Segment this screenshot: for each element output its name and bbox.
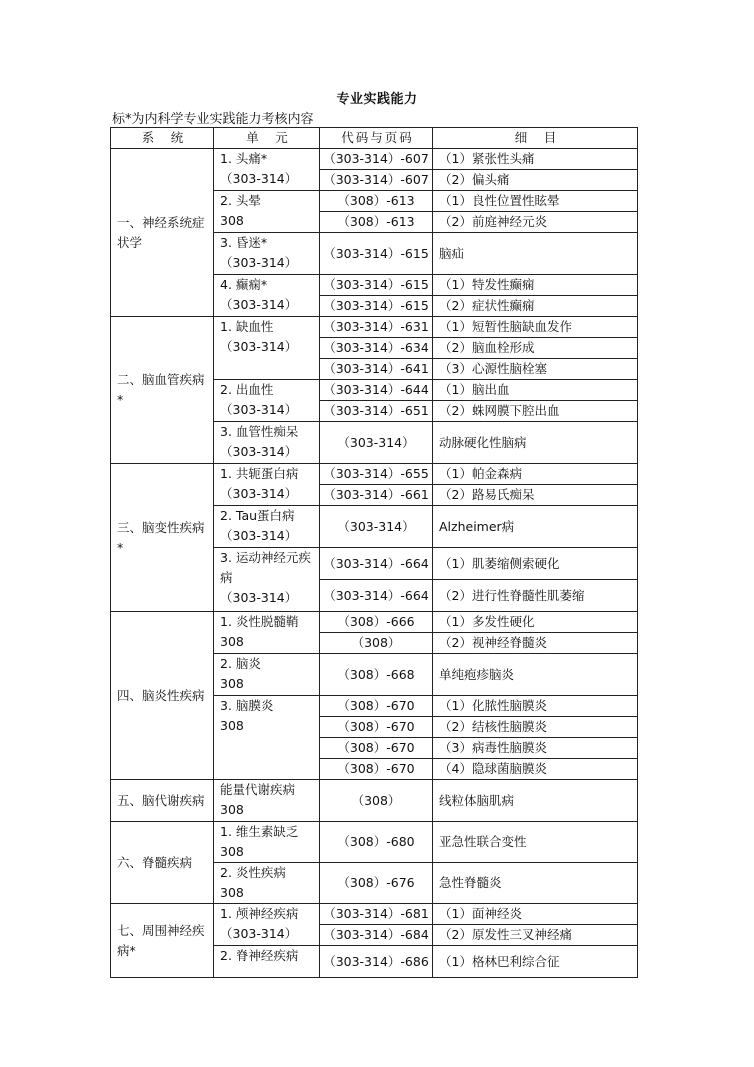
unit-reference: （303-314） (220, 339, 298, 354)
detail-cell: 单纯疱疹脑炎 (433, 654, 638, 696)
unit-name: 3. 昏迷* (220, 235, 268, 250)
detail-cell: （2）进行性脊髓性肌萎缩 (433, 580, 638, 612)
unit-name: 1. 炎性脱髓鞘 (220, 614, 299, 629)
unit-name: 3. 脑膜炎 (220, 698, 274, 713)
code-page-cell: （308）-680 (320, 822, 433, 863)
unit-name: 1. 头痛* (220, 151, 268, 166)
unit-name: 能量代谢疾病 (220, 782, 296, 797)
detail-cell: （2）蛛网膜下腔出血 (433, 401, 638, 422)
unit-name: 2. 脊神经疾病 (220, 948, 299, 963)
detail-cell: （3）心源性脑栓塞 (433, 359, 638, 380)
unit-cell (214, 654, 320, 696)
detail-cell: 亚急性联合变性 (433, 822, 638, 863)
code-page-cell: （308）-613 (320, 212, 433, 233)
unit-name: 1. 共轭蛋白病 (220, 466, 299, 481)
unit-reference: （303-314） (220, 402, 298, 417)
unit-cell (214, 612, 320, 654)
header-detail: 细 目 (433, 128, 638, 149)
code-page-cell: （303-314）-641 (320, 359, 433, 380)
code-page-cell: （308）-670 (320, 759, 433, 780)
unit-name: 2. 出血性 (220, 382, 274, 397)
unit-reference: （303-314） (220, 444, 298, 459)
unit-reference: （303-314） (220, 171, 298, 186)
system-cell: 五、脑代谢疾病 (111, 780, 214, 822)
code-page-cell: （303-314）-664 (320, 580, 433, 612)
code-page-cell: （303-314）-681 (320, 904, 433, 925)
unit-cell (214, 464, 320, 506)
unit-cell (214, 946, 320, 978)
table-body (111, 149, 638, 978)
code-page-cell: （308）-666 (320, 612, 433, 633)
unit-reference: （303-314） (220, 486, 298, 501)
code-page-cell: （303-314）-615 (320, 275, 433, 296)
unit-reference: 308 (220, 718, 244, 733)
detail-cell: （1）面神经炎 (433, 904, 638, 925)
code-page-cell: （303-314）-651 (320, 401, 433, 422)
unit-reference: 308 (220, 634, 244, 649)
code-page-cell: （303-314）-607 (320, 170, 433, 191)
unit-reference: 308 (220, 885, 244, 900)
unit-name: 4. 癫痫* (220, 277, 268, 292)
unit-cell (214, 696, 320, 780)
unit-cell (214, 233, 320, 275)
detail-cell: （1）化脓性脑膜炎 (433, 696, 638, 717)
system-cell: 二、脑血管疾病* (111, 317, 214, 464)
unit-reference: （303-314） (220, 255, 298, 270)
code-page-cell: （303-314）-655 (320, 464, 433, 485)
unit-name: 2. 炎性疾病 (220, 865, 286, 880)
table-header-row (111, 128, 638, 149)
table-row (111, 317, 638, 338)
detail-cell: （1）帕金森病 (433, 464, 638, 485)
unit-name: 2. Tau蛋白病 (220, 508, 295, 523)
code-page-cell: （308）-670 (320, 738, 433, 759)
detail-cell: （1）良性位置性眩晕 (433, 191, 638, 212)
code-page-cell: （308）-668 (320, 654, 433, 696)
code-page-cell: （308）-670 (320, 696, 433, 717)
detail-cell: （2）路易氏痴呆 (433, 485, 638, 506)
code-page-cell: （303-314） (320, 422, 433, 464)
code-page-cell: （303-314）-664 (320, 548, 433, 580)
system-cell: 四、脑炎性疾病 (111, 612, 214, 780)
code-page-cell: （303-314）-631 (320, 317, 433, 338)
detail-cell: Alzheimer病 (433, 506, 638, 548)
table-row (111, 612, 638, 633)
detail-cell: （1）多发性硬化 (433, 612, 638, 633)
detail-cell: （2）视神经脊髓炎 (433, 633, 638, 654)
code-page-cell: （303-314）-615 (320, 296, 433, 317)
detail-cell: （1）格林巴利综合征 (433, 946, 638, 978)
unit-cell (214, 863, 320, 904)
table-row (111, 780, 638, 822)
code-page-cell: （303-314）-607 (320, 149, 433, 170)
table-row (111, 822, 638, 863)
unit-cell (214, 506, 320, 548)
table-row (111, 464, 638, 485)
unit-reference: （303-314） (220, 590, 298, 605)
unit-name: 1. 维生素缺乏 (220, 824, 299, 839)
detail-cell: （4）隐球菌脑膜炎 (433, 759, 638, 780)
unit-cell (214, 191, 320, 233)
unit-reference: （303-314） (220, 926, 298, 941)
detail-cell: （2）结核性脑膜炎 (433, 717, 638, 738)
unit-cell (214, 780, 320, 822)
detail-cell: （3）病毒性脑膜炎 (433, 738, 638, 759)
system-cell: 三、脑变性疾病* (111, 464, 214, 612)
unit-reference: （303-314） (220, 297, 298, 312)
unit-reference: 308 (220, 844, 244, 859)
unit-cell (214, 275, 320, 317)
unit-name: 1. 缺血性 (220, 319, 274, 334)
unit-cell (214, 904, 320, 946)
unit-name: 2. 脑炎 (220, 656, 261, 671)
detail-cell: 线粒体脑肌病 (433, 780, 638, 822)
unit-name: 3. 运动神经元疾病 (220, 550, 311, 585)
page-title: 专业实践能力 (336, 92, 418, 107)
table-row (111, 149, 638, 170)
detail-cell: 动脉硬化性脑病 (433, 422, 638, 464)
unit-cell (214, 548, 320, 612)
detail-cell: （1）脑出血 (433, 380, 638, 401)
code-page-cell: （303-314）-634 (320, 338, 433, 359)
system-cell: 六、脊髓疾病 (111, 822, 214, 904)
unit-reference: 308 (220, 676, 244, 691)
header-system: 系 统 (111, 128, 214, 149)
code-page-cell: （308）-676 (320, 863, 433, 904)
table-note: 标*为内科学专业实践能力考核内容 (112, 112, 314, 127)
unit-name: 1. 颅神经疾病 (220, 906, 299, 921)
system-cell: 一、神经系统症状学 (111, 149, 214, 317)
detail-cell: （1）特发性癫痫 (433, 275, 638, 296)
unit-cell (214, 422, 320, 464)
detail-cell: （1）短暂性脑缺血发作 (433, 317, 638, 338)
detail-cell: （2）脑血栓形成 (433, 338, 638, 359)
unit-name: 3. 血管性痴呆 (220, 424, 299, 439)
detail-cell: （1）肌萎缩侧索硬化 (433, 548, 638, 580)
header-code: 代码与页码 (320, 128, 433, 149)
detail-cell: （1）紧张性头痛 (433, 149, 638, 170)
code-page-cell: （303-314） (320, 506, 433, 548)
detail-cell: （2）偏头痛 (433, 170, 638, 191)
unit-cell (214, 822, 320, 863)
detail-cell: 急性脊髓炎 (433, 863, 638, 904)
system-cell: 七、周围神经疾病* (111, 904, 214, 978)
practice-ability-table (110, 127, 638, 978)
unit-cell (214, 149, 320, 191)
code-page-cell: （303-314）-644 (320, 380, 433, 401)
unit-cell (214, 380, 320, 422)
code-page-cell: （303-314）-684 (320, 925, 433, 946)
header-unit: 单 元 (214, 128, 320, 149)
detail-cell: （2）症状性癫痫 (433, 296, 638, 317)
code-page-cell: （303-314）-661 (320, 485, 433, 506)
unit-reference: （303-314） (220, 528, 298, 543)
code-page-cell: （308） (320, 633, 433, 654)
code-page-cell: （303-314）-686 (320, 946, 433, 978)
table-row (111, 904, 638, 925)
unit-cell (214, 317, 320, 380)
code-page-cell: （303-314）-615 (320, 233, 433, 275)
code-page-cell: （308）-613 (320, 191, 433, 212)
code-page-cell: （308） (320, 780, 433, 822)
detail-cell: 脑疝 (433, 233, 638, 275)
detail-cell: （2）原发性三叉神经痛 (433, 925, 638, 946)
unit-reference: 308 (220, 802, 244, 817)
unit-name: 2. 头晕 (220, 193, 261, 208)
detail-cell: （2）前庭神经元炎 (433, 212, 638, 233)
unit-reference: 308 (220, 213, 244, 228)
code-page-cell: （308）-670 (320, 717, 433, 738)
